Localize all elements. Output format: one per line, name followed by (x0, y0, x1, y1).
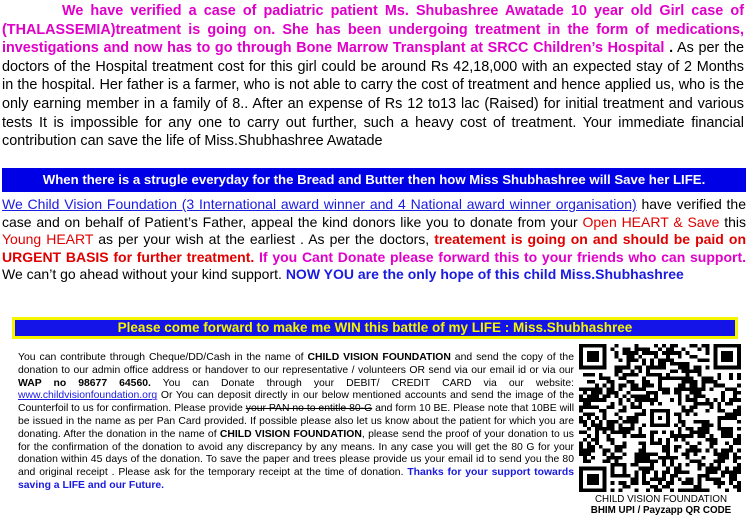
open-heart-text: Open HEART & Save (582, 213, 720, 230)
battle-banner: Please come forward to make me WIN this battle of my LIFE : Miss.Shubhashree (12, 317, 738, 339)
appeal-text-5: We can’t go ahead without your kind support. (2, 266, 286, 283)
forward-request-text: If you Cant Donate please forward this to your friends who can support. (259, 248, 746, 265)
foundation-name-1: CHILD VISION FOUNDATION (307, 352, 451, 363)
appeal-text-2: this (719, 213, 746, 230)
case-description (2, 2, 744, 151)
donation-instructions (18, 352, 574, 493)
instructions-text-g: , please send the proof of your donation to us for the confirmation of the donation to avoid any discrepancy by any means. In any case you will get the 80 G for your donation within 45 days of the donation. To save the paper and trees please provide us your email id to send you the 80 and original receipt . Please ask for the temporary receipt at the time of donation. (18, 428, 574, 479)
foundation-link[interactable]: We Child Vision Foundation (3 International award winner and 4 National award winner organisation) (2, 196, 637, 212)
appeal-text-1: have verified the case and on behalf of Patient’s Father, appeal the kind donors like you to donate from your (2, 196, 747, 230)
young-heart-text: Young HEART (2, 231, 94, 248)
urgent-text: treatement is going on and should be paid on URGENT BASIS for further treatment. (2, 231, 747, 265)
instructions-text-c: and send the copy of the donation to our admin office address or handover to our representative / volunteers OR send via our email id or via our (18, 352, 574, 376)
appeal-text-3: as per your wish at the earliest . As per the doctors, (93, 231, 435, 248)
foundation-name-2: CHILD VISION FOUNDATION (219, 428, 362, 440)
struggle-banner: When there is a strugle everyday for the Bread and Butter then how Miss Shubhashree will Save her LIFE. (2, 168, 746, 192)
instructions-text-a: You can contribute through Cheque/DD/Cash in the name of (18, 352, 308, 363)
case-highlight: We have verified a case of padiatric patient Ms. Shubashree Awatade 10 year old Girl case of (THALASSEMIA)treatment is going on. She has been undergoing treatment in the form of medications, investigations and now has to go through Bone Marrow Transplant at SRCC Children’s Hospital (2, 3, 744, 57)
thanks-text: Thanks for your support towards saving a LIFE and our Future. (18, 467, 574, 491)
case-details: As per the doctors of the Hospital treatment cost for this girl could be around Rs 42,18,000 with an expected stay of 2 Months in the hospital. Her father is a farmer, who is not able to carry the cost of treatment and hence applied us, who is the only earning member in a family of 8.. After an expense of Rs 12 to13 lac (Raised) for initial treatment and various tests It is impossible for any one to carry out further, such a heavy cost of treatment. Your immediate financial contribution can save the life of Miss.Shubhashree Awatade (2, 40, 744, 150)
qr-subcaption: BHIM UPI / Payzapp QR CODE (590, 505, 732, 516)
pan-strikethrough: your PAN no to entitle 80-G (245, 403, 373, 415)
qr-caption: CHILD VISION FOUNDATION (594, 494, 728, 505)
only-hope-text: NOW YOU are the only hope of this child Miss.Shubhashree (285, 266, 684, 283)
website-link[interactable]: www.childvisionfoundation.org (18, 390, 158, 402)
qr-code-icon (579, 344, 741, 492)
appeal-paragraph (2, 196, 746, 284)
sentence-dot: . (669, 40, 674, 57)
instructions-text-f: and form 10 BE. Please note that 10BE will be issued in the name as per Pan Card provided. If possible please also let us know about the patient for which you are donating. After the donation in the name of (18, 403, 575, 440)
whatsapp-number: WAP no 98677 64560. (18, 377, 151, 389)
instructions-text-e: Or You can deposit directly in our below mentioned accounts and send the image of the Counterfoil to us for confirmation. Please provide (18, 390, 574, 415)
instructions-text-d: You can Donate through your DEBIT/ CREDIT CARD via our website: (150, 377, 574, 389)
